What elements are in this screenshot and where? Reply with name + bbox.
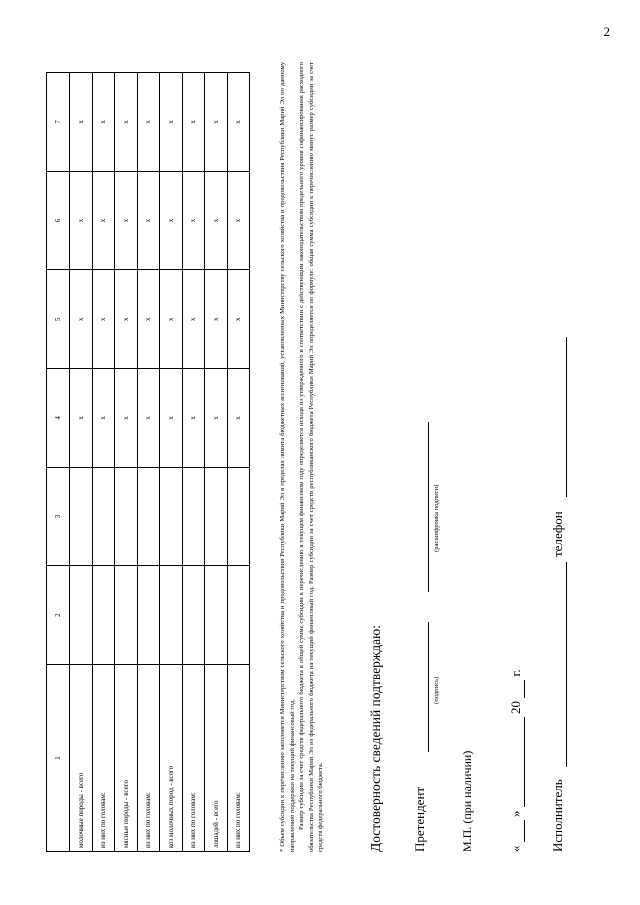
- table-cell: [205, 467, 228, 566]
- table-cell: [137, 566, 160, 665]
- signature-caption: (подпись): [433, 676, 440, 704]
- table-cell: х: [182, 171, 205, 270]
- table-cell: [70, 467, 93, 566]
- column-header: 5: [47, 270, 70, 369]
- table-row: [205, 73, 228, 852]
- date-open-quote: «: [508, 845, 523, 852]
- table-cell: [70, 566, 93, 665]
- day-blank: [508, 820, 525, 842]
- confirmation-title: Достоверность сведений подтверждаю:: [368, 625, 383, 852]
- footnote-subsidy-volume: * Объем субсидии к перечислению заполняется Министерством сельского хозяйства и продовольствия Республики Марий Эл в пределах лимита бюджетных ассигнований, установленных Министерству сельского хозяйства и продовольствия Республики Марий Эл по данному направлению поддержки на текущий финансовый год.: [279, 62, 296, 852]
- decoding-line: [428, 422, 429, 592]
- stamp-label: М.П. (при наличии): [460, 750, 474, 852]
- table-cell: х: [160, 171, 183, 270]
- phone-label: телефон: [550, 511, 565, 557]
- table-cell: х: [182, 369, 205, 468]
- table-cell: [115, 566, 138, 665]
- row-label: из них по головам:: [182, 665, 205, 852]
- table-cell: [160, 566, 183, 665]
- table-cell: х: [227, 369, 250, 468]
- table-cell: х: [227, 270, 250, 369]
- table-cell: х: [205, 270, 228, 369]
- table-cell: х: [227, 171, 250, 270]
- table-cell: х: [115, 369, 138, 468]
- table-cell: х: [92, 270, 115, 369]
- table-cell: [92, 566, 115, 665]
- table-cell: х: [182, 73, 205, 172]
- rotated-content: [40, 22, 600, 882]
- row-label: из них по головам:: [92, 665, 115, 852]
- month-blank: [508, 717, 525, 807]
- table-cell: х: [92, 171, 115, 270]
- column-header: 1: [47, 665, 70, 852]
- date-row: [508, 669, 525, 852]
- table-cell: х: [115, 270, 138, 369]
- table-cell: х: [205, 171, 228, 270]
- table-cell: х: [115, 171, 138, 270]
- table-cell: [92, 467, 115, 566]
- table-cell: х: [160, 270, 183, 369]
- table-cell: х: [182, 270, 205, 369]
- table-cell: х: [160, 73, 183, 172]
- subsidy-table: [46, 72, 250, 852]
- table-cell: [160, 467, 183, 566]
- table-cell: [137, 467, 160, 566]
- footnotes: [278, 62, 326, 852]
- table-cell: х: [115, 73, 138, 172]
- row-label: из них по головам:: [137, 665, 160, 852]
- table-cell: х: [92, 73, 115, 172]
- phone-line: [566, 337, 567, 497]
- table-row: [70, 73, 93, 852]
- table-header-row: [47, 73, 70, 852]
- table-cell: х: [160, 369, 183, 468]
- table-cell: х: [205, 369, 228, 468]
- row-label: лошадей - всего: [205, 665, 228, 852]
- column-header: 3: [47, 467, 70, 566]
- row-label: молочные породы - всего: [70, 665, 93, 852]
- table-cell: [182, 467, 205, 566]
- row-label: коз молочных пород - всего: [160, 665, 183, 852]
- column-header: 6: [47, 171, 70, 270]
- table-row: [115, 73, 138, 852]
- column-header: 4: [47, 369, 70, 468]
- table-cell: [205, 566, 228, 665]
- table-cell: х: [70, 73, 93, 172]
- table-cell: х: [92, 369, 115, 468]
- column-header: 7: [47, 73, 70, 172]
- row-label: из них по головам:: [227, 665, 250, 852]
- table-row: [182, 73, 205, 852]
- page-number: 2: [603, 24, 610, 39]
- executor-line: [566, 562, 567, 767]
- table-row: [227, 73, 250, 852]
- table-cell: х: [205, 73, 228, 172]
- date-close-quote: »: [508, 810, 523, 817]
- table-row: [160, 73, 183, 852]
- table-cell: [227, 467, 250, 566]
- table-cell: х: [227, 73, 250, 172]
- table-cell: [227, 566, 250, 665]
- table-cell: х: [137, 270, 160, 369]
- footnote-federal-share: Размер субсидии за счет средств федерального бюджета в общей сумме субсидии к перечислению в текущем финансовом году определяется исходя из утвержденного в соответствии с действующим законодательством предельного уровня софинансирования расходного обязательства Республики Марий Эл из федерального бюджета на текущий финансовый год. Размер субсидии за счет средств республиканского бюджета Республики Марий Эл определяется по формуле: общая сумма субсидии к перечислению минус размер субсидии за счет средств федерального бюджета.: [298, 62, 325, 852]
- applicant-label: Претендент: [412, 786, 427, 852]
- table-cell: х: [70, 369, 93, 468]
- table-cell: х: [70, 171, 93, 270]
- signature-line: [428, 622, 429, 752]
- table-cell: [115, 467, 138, 566]
- executor-label: Исполнитель: [550, 779, 565, 852]
- year-prefix: 20: [508, 701, 523, 714]
- table-row: [137, 73, 160, 852]
- year-suffix: г.: [508, 669, 523, 677]
- decoding-caption: (расшифровка подписи): [433, 484, 440, 552]
- table-cell: х: [70, 270, 93, 369]
- table-cell: х: [137, 73, 160, 172]
- table-row: [92, 73, 115, 852]
- year-blank: [508, 680, 525, 698]
- column-header: 2: [47, 566, 70, 665]
- table-cell: х: [137, 369, 160, 468]
- table-cell: х: [137, 171, 160, 270]
- row-label: мясные породы - всего: [115, 665, 138, 852]
- table-cell: [182, 566, 205, 665]
